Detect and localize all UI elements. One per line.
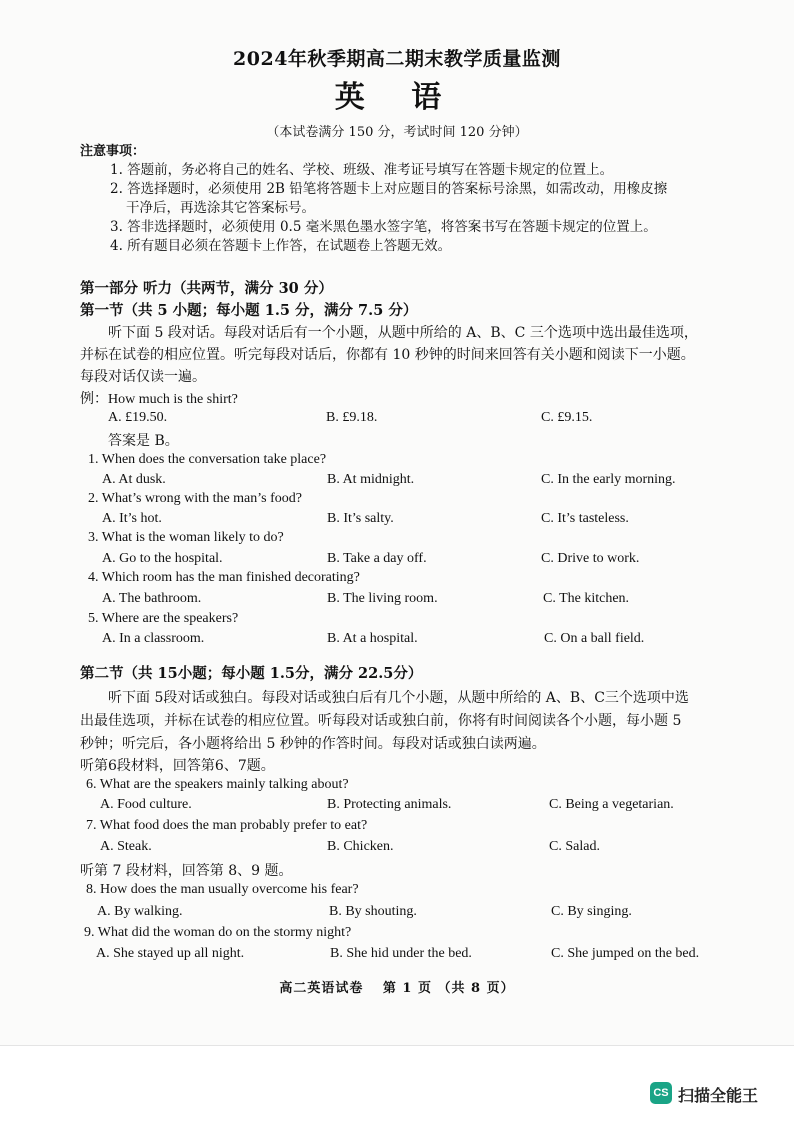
camscanner-logo-icon: CS — [650, 1082, 672, 1104]
question-8: 8. How does the man usually overcome his fear? — [86, 882, 359, 897]
section1-instruction: 并标在试卷的相应位置。听完每段对话后，你都有 10 秒钟的时间来回答有关小题和阅读下一小题。 — [80, 347, 695, 363]
option-3c: C. Drive to work. — [541, 551, 640, 566]
question-6: 6. What are the speakers mainly talking about? — [86, 777, 349, 792]
option-4a: A. The bathroom. — [102, 591, 202, 606]
group-instruction: 听第 7 段材料，回答第 8、9 题。 — [80, 863, 293, 879]
section2-instruction: 秒钟；听完后，各小题将给出 5 秒钟的作答时间。每段对话或独白读两遍。 — [80, 736, 546, 752]
example-option-a: A. £19.50. — [108, 410, 168, 425]
question-4: 4. Which room has the man finished decorating? — [88, 570, 360, 585]
page-divider — [0, 1045, 794, 1046]
notice-item: 2. 答选择题时，必须使用 2B 铅笔将答题卡上对应题目的答案标号涂黑，如需改动，用橡皮擦 — [110, 181, 668, 197]
option-5c: C. On a ball field. — [544, 631, 645, 646]
notice-item: 1. 答题前，务必将自己的姓名、学校、班级、准考证号填写在答题卡规定的位置上。 — [110, 162, 614, 178]
option-1c: C. In the early morning. — [541, 472, 676, 487]
section1-instruction: 听下面 5 段对话。每段对话后有一个小题，从题中所给的 A、B、C 三个选项中选出最佳选项， — [108, 325, 698, 341]
option-1b: B. At midnight. — [327, 472, 415, 487]
camscanner-label: 扫描全能王 — [678, 1088, 759, 1105]
question-2: 2. What’s wrong with the man’s food? — [88, 491, 302, 506]
notice-item: 4. 所有题目必须在答题卡上作答，在试题卷上答题无效。 — [110, 238, 452, 254]
section2-instruction: 出最佳选项，并标在试卷的相应位置。听每段对话或独白前，你将有时间阅读各个小题，每小题 5 — [80, 713, 682, 729]
notices-title: 注意事项： — [80, 144, 146, 159]
option-9b: B. She hid under the bed. — [330, 946, 472, 961]
section2-instruction: 听下面 5段对话或独白。每段对话或独白后有几个小题，从题中所给的 A、B、C三个选项中选 — [108, 690, 689, 706]
option-3a: A. Go to the hospital. — [102, 551, 223, 566]
option-6c: C. Being a vegetarian. — [549, 797, 674, 812]
question-9: 9. What did the woman do on the stormy night? — [84, 925, 352, 940]
exam-note: （本试卷满分 150 分，考试时间 120 分钟） — [266, 125, 528, 140]
option-8b: B. By shouting. — [329, 904, 417, 919]
question-5: 5. Where are the speakers? — [88, 611, 239, 626]
option-7c: C. Salad. — [549, 839, 600, 854]
section1-title: 第一节（共 5 小题；每小题 1.5 分，满分 7.5 分） — [80, 302, 418, 319]
example-answer: 答案是 B。 — [108, 433, 179, 449]
option-5a: A. In a classroom. — [102, 631, 205, 646]
option-3b: B. Take a day off. — [327, 551, 427, 566]
subject-title: 英 语 — [334, 80, 460, 115]
section1-instruction: 每段对话仅读一遍。 — [80, 369, 206, 385]
option-7b: B. Chicken. — [327, 839, 394, 854]
page-footer: 高二英语试卷 第 1 页 （共 8 页） — [279, 981, 515, 996]
option-2a: A. It’s hot. — [102, 511, 162, 526]
notice-item: 干净后，再选涂其它答案标号。 — [126, 200, 315, 216]
option-6a: A. Food culture. — [100, 797, 192, 812]
group-instruction: 听第6段材料，回答第6、7题。 — [80, 758, 275, 774]
option-9a: A. She stayed up all night. — [96, 946, 245, 961]
option-4c: C. The kitchen. — [543, 591, 630, 606]
option-8c: C. By singing. — [551, 904, 632, 919]
example-option-c: C. £9.15. — [541, 410, 593, 425]
option-2c: C. It’s tasteless. — [541, 511, 629, 526]
notice-item: 3. 答非选择题时，必须使用 0.5 毫米黑色墨水签字笔，将答案书写在答题卡规定的位置上。 — [110, 219, 657, 235]
section2-title: 第二节（共 15小题；每小题 1.5分，满分 22.5分） — [80, 665, 423, 682]
option-2b: B. It’s salty. — [327, 511, 394, 526]
question-3: 3. What is the woman likely to do? — [88, 530, 284, 545]
question-7: 7. What food does the man probably prefer to eat? — [86, 818, 368, 833]
option-7a: A. Steak. — [100, 839, 152, 854]
option-5b: B. At a hospital. — [327, 631, 418, 646]
question-1: 1. When does the conversation take place? — [88, 452, 327, 467]
option-4b: B. The living room. — [327, 591, 438, 606]
exam-title: 2024年秋季期高二期末教学质量监测 — [233, 48, 561, 70]
example-question: 例：How much is the shirt? — [80, 392, 238, 407]
part1-title: 第一部分 听力（共两节，满分 30 分） — [80, 280, 333, 297]
option-1a: A. At dusk. — [102, 472, 166, 487]
option-6b: B. Protecting animals. — [327, 797, 452, 812]
example-option-b: B. £9.18. — [326, 410, 378, 425]
option-8a: A. By walking. — [97, 904, 183, 919]
option-9c: C. She jumped on the bed. — [551, 946, 700, 961]
